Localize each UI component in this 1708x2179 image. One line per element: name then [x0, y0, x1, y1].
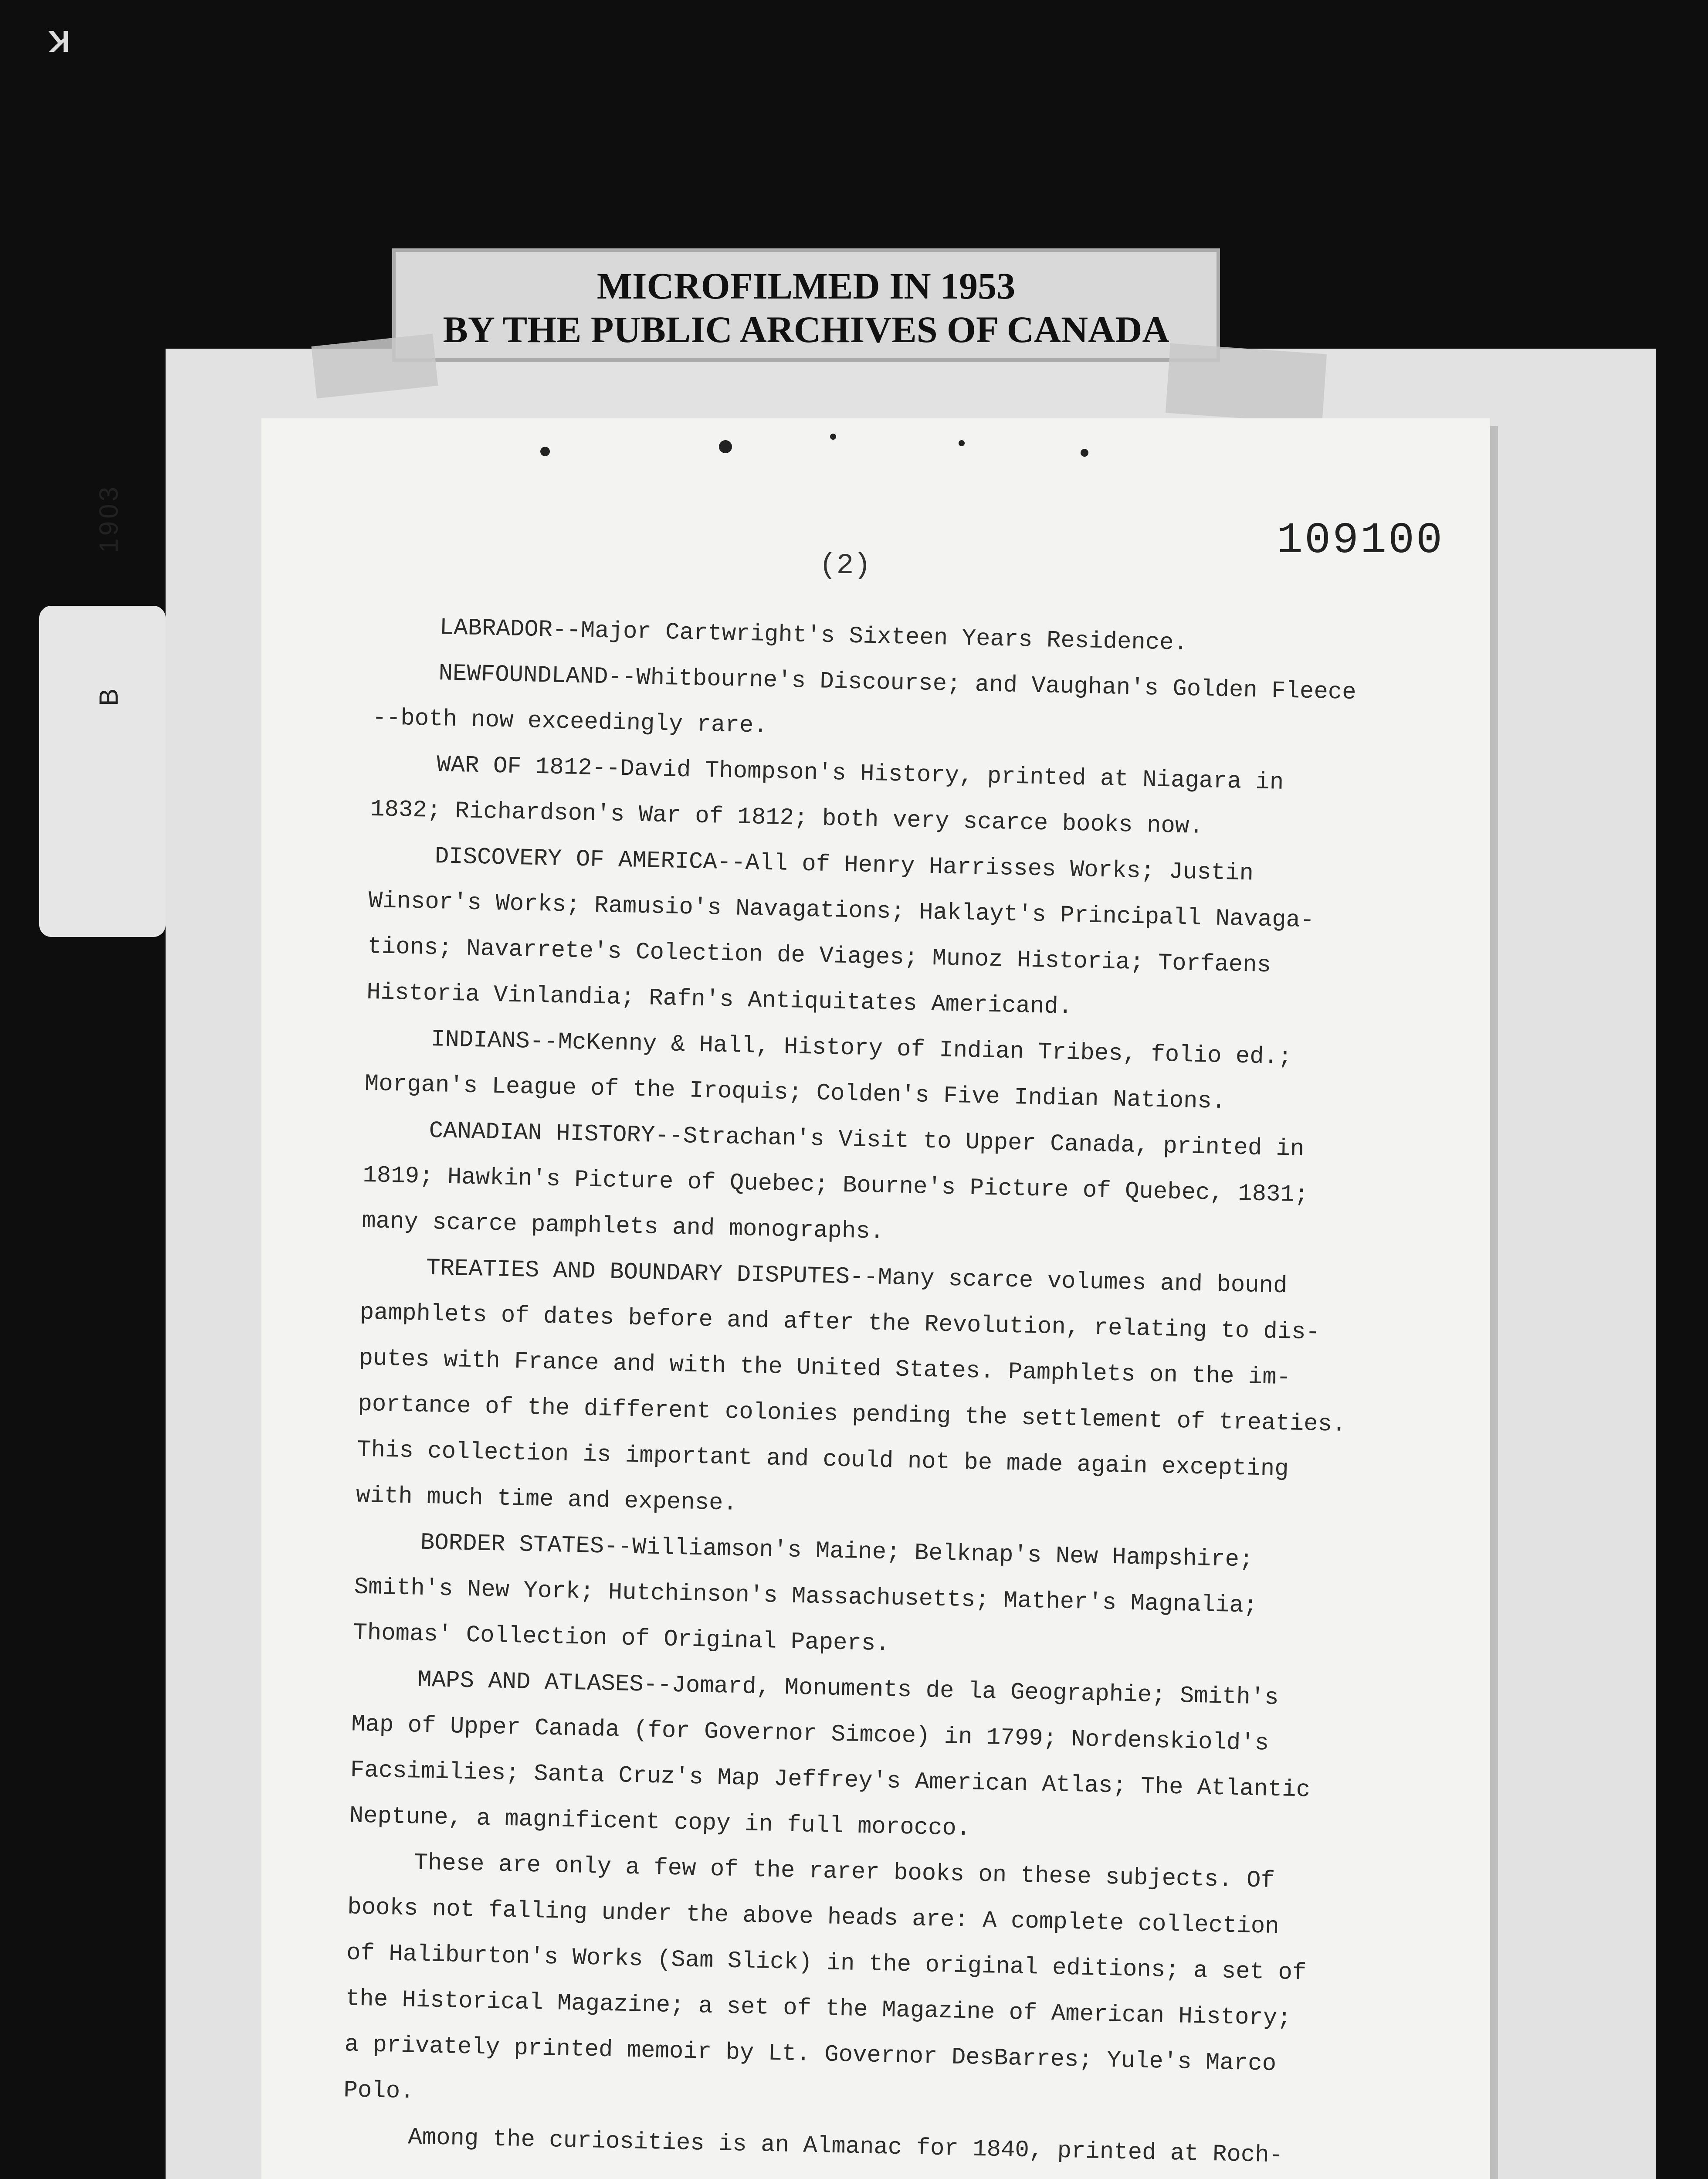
text-line: putes with France and with the United States. Pamphlets on the im-	[359, 1345, 1291, 1392]
text-line: Morgan's League of the Iroquis; Colden's Five Indian Nations.	[364, 1070, 1226, 1116]
archive-tab-label	[94, 484, 124, 706]
text-line: books not falling under the above heads are: A complete collection	[347, 1894, 1280, 1941]
text-line: This collection is important and could not be made again excepting	[356, 1436, 1289, 1483]
text-line: These are only a few of the rarer books on these subjects. Of	[413, 1850, 1275, 1894]
punch-hole	[719, 440, 732, 453]
letter-body	[342, 604, 1429, 2179]
text-line: Polo.	[343, 2077, 415, 2105]
text-line: Smith's New York; Hutchinson's Massachusetts; Mather's Magnalia;	[354, 1574, 1258, 1619]
banner-line-2: BY THE PUBLIC ARCHIVES OF CANADA	[443, 309, 1169, 350]
text-line: NEWFOUNDLAND--Whitbourne's Discourse; and Vaughan's Golden Fleece	[438, 660, 1357, 706]
text-line: of Haliburton's Works (Sam Slick) in the original editions; a set of	[346, 1940, 1307, 1987]
punch-hole	[959, 440, 965, 446]
text-line: 1819; Hawkin's Picture of Quebec; Bourne's Picture of Quebec, 1831;	[362, 1162, 1309, 1209]
punch-hole	[540, 447, 550, 456]
text-line: Neptune, a magnificent copy in full morocco.	[349, 1802, 971, 1843]
corner-mark: K	[48, 24, 70, 58]
text-line: BORDER STATES--Williamson's Maine; Belknap's New Hampshire;	[420, 1529, 1254, 1574]
page-number: (2)	[819, 549, 871, 582]
document-number: 109100	[1277, 516, 1444, 566]
text-line: WAR OF 1812--David Thompson's History, printed at Niagara in	[436, 752, 1284, 796]
text-line: pamphlets of dates before and after the Revolution, relating to dis-	[359, 1299, 1320, 1346]
text-line: 1832; Richardson's War of 1812; both very scarce books now.	[370, 796, 1204, 840]
text-line: with much time and expense.	[356, 1482, 738, 1517]
tab-left-label: B	[94, 686, 123, 706]
text-line: Thomas' Collection of Original Papers.	[352, 1619, 890, 1658]
text-line: DISCOVERY OF AMERICA--All of Henry Harrisses Works; Justin	[434, 843, 1254, 887]
text-line: Map of Upper Canada (for Governor Simcoe) in 1799; Nordenskiold's	[351, 1711, 1269, 1757]
text-line: the Historical Magazine; a set of the Magazine of American History;	[345, 1986, 1292, 2032]
text-line: a privately printed memoir by Lt. Governor DesBarres; Yule's Marco	[344, 2031, 1277, 2078]
text-line: portance of the different colonies pending the settlement of treaties.	[357, 1391, 1347, 1439]
text-line: TREATIES AND BOUNDARY DISPUTES--Many scarce volumes and bound	[426, 1255, 1288, 1300]
punch-hole	[830, 434, 836, 440]
punch-hole	[1081, 449, 1088, 457]
microfilm-banner	[392, 248, 1220, 362]
tape-strip-right	[1166, 343, 1327, 424]
text-line: Among the curiosities is an Almanac for 1840, printed at Roch-	[407, 2124, 1284, 2169]
text-line: INDIANS--McKenny & Hall, History of Indian Tribes, folio ed.;	[430, 1026, 1293, 1071]
banner-line-1: MICROFILMED IN 1953	[596, 265, 1016, 307]
text-line: CANADIAN HISTORY--Strachan's Visit to Upper Canada, printed in	[429, 1117, 1305, 1163]
text-line: many scarce pamphlets and monographs.	[361, 1208, 884, 1246]
text-line: Winsor's Works; Ramusio's Navagations; Haklayt's Principall Navaga-	[368, 887, 1315, 934]
tab-right-label: 1903	[94, 484, 123, 553]
text-line: --both now exceedingly rare.	[372, 704, 768, 740]
text-line: Facsimilies; Santa Cruz's Map Jeffrey's American Atlas; The Atlantic	[350, 1757, 1311, 1804]
text-line: tions; Navarrete's Colection de Viages; Munoz Historia; Torfaens	[367, 933, 1271, 979]
text-line: LABRADOR--Major Cartwright's Sixteen Years Residence.	[439, 614, 1188, 657]
text-line: MAPS AND ATLASES--Jomard, Monuments de la Geographie; Smith's	[417, 1666, 1279, 1711]
text-line: Historia Vinlandia; Rafn's Antiquitates Americand.	[366, 979, 1073, 1021]
